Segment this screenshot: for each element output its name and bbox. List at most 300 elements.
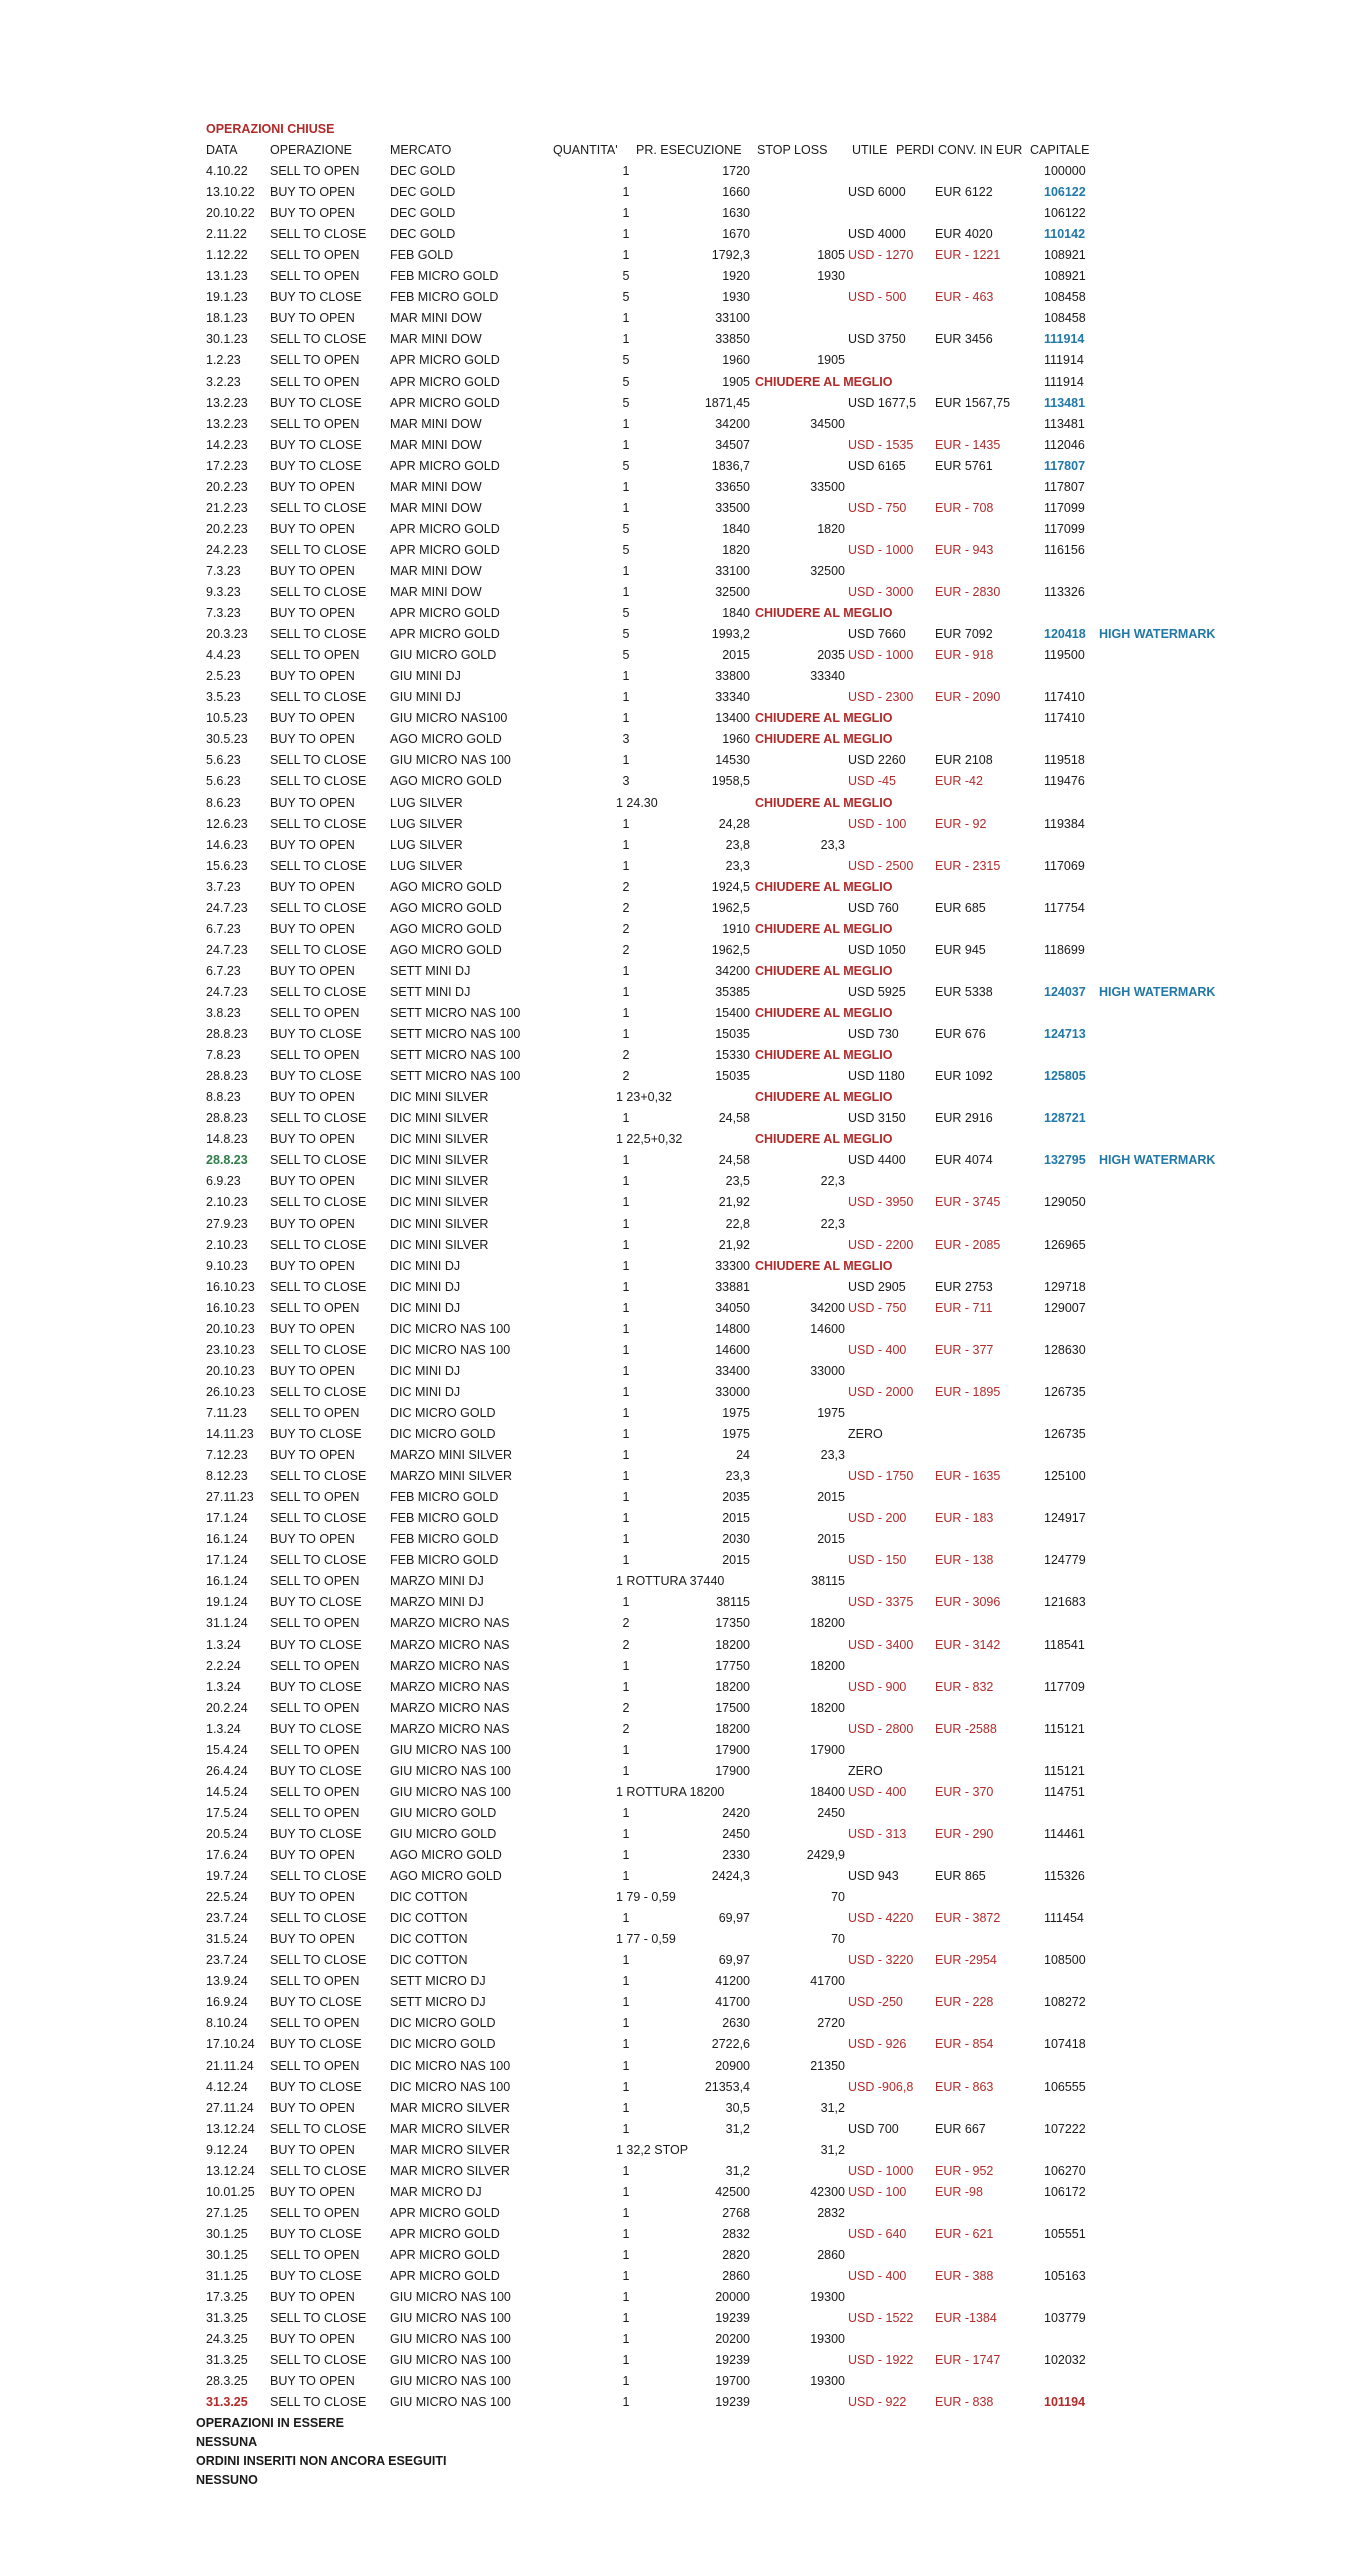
cell-capitale: 117754: [1044, 901, 1085, 915]
cell-mercato: DIC MINI DJ: [390, 1280, 461, 1294]
cell-operazione: BUY TO OPEN: [270, 206, 355, 220]
cell-quantita: 1: [622, 1595, 630, 1609]
cell-stop-loss: 23,3: [820, 1448, 845, 1462]
cell-capitale: 121683: [1044, 1595, 1086, 1609]
cell-capitale: 112046: [1044, 438, 1085, 452]
cell-conv-eur: EUR 2916: [935, 1111, 993, 1125]
cell-quantita: 1: [622, 1385, 630, 1399]
cell-stop-loss: 2450: [817, 1806, 845, 1820]
cell-date: 20.2.24: [206, 1701, 248, 1715]
cell-capitale: 125805: [1044, 1069, 1086, 1083]
cell-stop-note: CHIUDERE AL MEGLIO: [755, 1259, 893, 1273]
cell-operazione: SELL TO OPEN: [270, 269, 360, 283]
cell-date: 30.1.25: [206, 2227, 248, 2241]
cell-date: 28.8.23: [206, 1111, 248, 1125]
cell-perdi: USD - 500: [848, 290, 907, 304]
cell-quantita: 1 79 - 0,59: [616, 1890, 676, 1904]
cell-date: 31.3.25: [206, 2311, 248, 2325]
cell-date: 27.11.23: [206, 1490, 254, 1504]
cell-perdi: USD - 3220: [848, 1953, 914, 1967]
cell-operazione: BUY TO OPEN: [270, 1848, 355, 1862]
cell-quantita: 2: [622, 943, 630, 957]
cell-conv-eur: EUR - 3142: [935, 1638, 1001, 1652]
cell-operazione: SELL TO CLOSE: [270, 1153, 367, 1167]
cell-stop-loss: 34500: [810, 417, 845, 431]
cell-quantita: 1: [622, 164, 630, 178]
cell-capitale: 110142: [1044, 227, 1086, 241]
cell-quantita: 1: [622, 438, 630, 452]
cell-quantita: 1: [622, 1869, 630, 1883]
header-mercato: MERCATO: [390, 143, 452, 157]
cell-capitale: 107222: [1044, 2122, 1086, 2136]
cell-date: 20.2.23: [206, 522, 248, 536]
cell-pr-esecuzione: 2030: [722, 1532, 750, 1546]
cell-date: 3.8.23: [206, 1006, 241, 1020]
cell-date: 20.2.23: [206, 480, 248, 494]
cell-operazione: SELL TO OPEN: [270, 1048, 360, 1062]
cell-pr-esecuzione: 2015: [722, 1553, 750, 1567]
cell-capitale: 107418: [1044, 2037, 1086, 2051]
cell-date: 8.10.24: [206, 2016, 248, 2030]
cell-note: HIGH WATERMARK: [1099, 627, 1216, 641]
cell-perdi: USD - 750: [848, 501, 907, 515]
cell-mercato: DIC MINI SILVER: [390, 1217, 489, 1231]
cell-stop-loss: 18200: [810, 1659, 845, 1673]
cell-mercato: GIU MICRO NAS 100: [390, 2395, 511, 2409]
cell-operazione: SELL TO OPEN: [270, 648, 360, 662]
cell-date: 12.6.23: [206, 817, 248, 831]
cell-capitale: 124917: [1044, 1511, 1086, 1525]
cell-quantita: 1: [622, 1322, 630, 1336]
cell-date: 24.3.25: [206, 2332, 248, 2346]
cell-quantita: 1: [622, 1532, 630, 1546]
cell-capitale: 111914: [1044, 353, 1084, 367]
cell-operazione: SELL TO OPEN: [270, 2248, 360, 2262]
cell-pr-esecuzione: 19239: [715, 2353, 750, 2367]
cell-pr-esecuzione: 24,58: [718, 1111, 750, 1125]
cell-stop-loss: 2429,9: [806, 1848, 845, 1862]
cell-pr-esecuzione: 14800: [715, 1322, 750, 1336]
cell-capitale: 114461: [1044, 1827, 1085, 1841]
cell-conv-eur: EUR - 290: [935, 1827, 994, 1841]
cell-pr-esecuzione: 1840: [722, 522, 750, 536]
cell-conv-eur: EUR - 228: [935, 1995, 994, 2009]
cell-utile: USD 943: [848, 1869, 899, 1883]
cell-perdi: USD - 3375: [848, 1595, 914, 1609]
cell-mercato: MAR MICRO DJ: [390, 2185, 482, 2199]
cell-pr-esecuzione: 2330: [722, 1848, 750, 1862]
cell-mercato: LUG SILVER: [390, 817, 463, 831]
cell-quantita: 1: [622, 1659, 630, 1673]
cell-quantita: 1: [622, 1553, 630, 1567]
cell-conv-eur: EUR 685: [935, 901, 986, 915]
cell-mercato: FEB MICRO GOLD: [390, 1532, 499, 1546]
cell-operazione: SELL TO CLOSE: [270, 1195, 367, 1209]
cell-pr-esecuzione: 30,5: [725, 2101, 750, 2115]
cell-conv-eur: EUR 2753: [935, 1280, 993, 1294]
cell-stop-loss: 33340: [810, 669, 845, 683]
cell-quantita: 1: [622, 185, 630, 199]
cell-mercato: FEB MICRO GOLD: [390, 1511, 499, 1525]
cell-conv-eur: EUR - 952: [935, 2164, 994, 2178]
cell-mercato: GIU MICRO NAS100: [390, 711, 508, 725]
cell-date: 28.8.23: [206, 1153, 248, 1167]
cell-mercato: GIU MINI DJ: [390, 690, 461, 704]
cell-operazione: BUY TO CLOSE: [270, 290, 362, 304]
cell-quantita: 5: [622, 269, 630, 283]
cell-capitale: 119384: [1044, 817, 1085, 831]
cell-mercato: MAR MINI DOW: [390, 311, 482, 325]
cell-operazione: SELL TO CLOSE: [270, 1511, 367, 1525]
cell-pr-esecuzione: 1871,45: [704, 396, 750, 410]
cell-quantita: 1: [622, 1027, 630, 1041]
cell-quantita: 1: [622, 332, 630, 346]
cell-operazione: BUY TO OPEN: [270, 185, 355, 199]
cell-pr-esecuzione: 2820: [722, 2248, 750, 2262]
cell-conv-eur: EUR - 2090: [935, 690, 1001, 704]
cell-mercato: DIC MINI DJ: [390, 1364, 461, 1378]
cell-stop-loss: 34200: [810, 1301, 845, 1315]
cell-mercato: FEB MICRO GOLD: [390, 1553, 499, 1567]
cell-capitale: 117099: [1044, 522, 1085, 536]
cell-operazione: BUY TO OPEN: [270, 796, 355, 810]
cell-date: 26.10.23: [206, 1385, 255, 1399]
cell-capitale: 103779: [1044, 2311, 1086, 2325]
cell-mercato: DEC GOLD: [390, 227, 456, 241]
cell-operazione: SELL TO OPEN: [270, 353, 360, 367]
cell-operazione: BUY TO OPEN: [270, 2374, 355, 2388]
cell-quantita: 1: [622, 2037, 630, 2051]
cell-pr-esecuzione: 33881: [715, 1280, 750, 1294]
cell-stop-note: CHIUDERE AL MEGLIO: [755, 1132, 893, 1146]
cell-operazione: BUY TO OPEN: [270, 711, 355, 725]
cell-date: 7.8.23: [206, 1048, 241, 1062]
cell-pr-esecuzione: 23,3: [725, 859, 750, 873]
cell-capitale: 100000: [1044, 164, 1086, 178]
cell-date: 28.3.25: [206, 2374, 248, 2388]
cell-mercato: GIU MICRO GOLD: [390, 1806, 497, 1820]
cell-date: 31.1.25: [206, 2269, 248, 2283]
cell-operazione: SELL TO OPEN: [270, 1490, 360, 1504]
cell-quantita: 1: [622, 964, 630, 978]
cell-operazione: SELL TO OPEN: [270, 1743, 360, 1757]
cell-date: 13.10.22: [206, 185, 255, 199]
cell-capitale: 126965: [1044, 1238, 1086, 1252]
cell-utile: USD 4400: [848, 1153, 906, 1167]
cell-date: 4.4.23: [206, 648, 241, 662]
cell-capitale: 102032: [1044, 2353, 1086, 2367]
cell-capitale: 132795: [1044, 1153, 1086, 1167]
cell-capitale: 108272: [1044, 1995, 1086, 2009]
cell-capitale: 108458: [1044, 311, 1086, 325]
cell-capitale: 113326: [1044, 585, 1085, 599]
cell-operazione: SELL TO CLOSE: [270, 2311, 367, 2325]
cell-operazione: BUY TO OPEN: [270, 1890, 355, 1904]
cell-quantita: 1: [622, 417, 630, 431]
cell-mercato: DIC MINI DJ: [390, 1385, 461, 1399]
footer-line: OPERAZIONI IN ESSERE: [196, 2416, 344, 2430]
header-operazione: OPERAZIONE: [270, 143, 352, 157]
cell-stop-loss: 19300: [810, 2374, 845, 2388]
cell-mercato: GIU MICRO NAS 100: [390, 753, 511, 767]
cell-stop-note: CHIUDERE AL MEGLIO: [755, 880, 893, 894]
cell-operazione: SELL TO CLOSE: [270, 627, 367, 641]
cell-pr-esecuzione: 20900: [715, 2059, 750, 2073]
cell-mercato: APR MICRO GOLD: [390, 2248, 500, 2262]
cell-stop-loss: 23,3: [820, 838, 845, 852]
cell-pr-esecuzione: 34200: [715, 964, 750, 978]
cell-mercato: DEC GOLD: [390, 185, 456, 199]
cell-stop-loss: 41700: [810, 1974, 845, 1988]
cell-quantita: 1: [622, 2059, 630, 2073]
cell-perdi: USD - 3000: [848, 585, 914, 599]
cell-date: 7.3.23: [206, 606, 241, 620]
cell-conv-eur: EUR - 1747: [935, 2353, 1001, 2367]
cell-date: 14.2.23: [206, 438, 248, 452]
cell-conv-eur: EUR - 863: [935, 2080, 994, 2094]
cell-quantita: 2: [622, 1701, 630, 1715]
cell-mercato: GIU MICRO NAS 100: [390, 1743, 511, 1757]
cell-date: 23.10.23: [206, 1343, 255, 1357]
cell-date: 17.1.24: [206, 1553, 248, 1567]
cell-capitale: 117069: [1044, 859, 1085, 873]
cell-mercato: SETT MICRO NAS 100: [390, 1027, 521, 1041]
cell-date: 21.11.24: [206, 2059, 254, 2073]
cell-conv-eur: EUR - 943: [935, 543, 994, 557]
cell-utile: USD 4000: [848, 227, 906, 241]
cell-pr-esecuzione: 69,97: [718, 1953, 750, 1967]
cell-mercato: GIU MICRO NAS 100: [390, 1785, 511, 1799]
cell-conv-eur: EUR - 377: [935, 1343, 994, 1357]
cell-quantita: 2: [622, 1638, 630, 1652]
cell-mercato: MAR MINI DOW: [390, 480, 482, 494]
cell-pr-esecuzione: 23,5: [725, 1174, 750, 1188]
cell-conv-eur: EUR - 1895: [935, 1385, 1001, 1399]
cell-stop-loss: 38115: [811, 1574, 845, 1588]
cell-mercato: GIU MINI DJ: [390, 669, 461, 683]
cell-date: 22.5.24: [206, 1890, 248, 1904]
cell-quantita: 1: [622, 1427, 630, 1441]
cell-quantita: 1: [622, 2353, 630, 2367]
cell-date: 13.12.24: [206, 2122, 255, 2136]
cell-pr-esecuzione: 20200: [715, 2332, 750, 2346]
cell-date: 8.8.23: [206, 1090, 241, 1104]
cell-operazione: BUY TO OPEN: [270, 964, 355, 978]
cell-utile: ZERO: [848, 1764, 883, 1778]
cell-quantita: 5: [622, 290, 630, 304]
cell-mercato: SETT MINI DJ: [390, 985, 471, 999]
cell-pr-esecuzione: 14530: [715, 753, 750, 767]
cell-quantita: 1: [622, 2101, 630, 2115]
cell-utile: USD 3150: [848, 1111, 906, 1125]
cell-operazione: SELL TO CLOSE: [270, 543, 367, 557]
cell-operazione: BUY TO CLOSE: [270, 2037, 362, 2051]
cell-stop-loss: 1930: [817, 269, 845, 283]
cell-perdi: USD - 200: [848, 1511, 907, 1525]
cell-stop-loss: 2832: [817, 2206, 845, 2220]
cell-mercato: LUG SILVER: [390, 796, 463, 810]
cell-mercato: DIC MICRO NAS 100: [390, 1343, 511, 1357]
cell-stop-loss: 18400: [810, 1785, 845, 1799]
cell-date: 17.6.24: [206, 1848, 248, 1862]
cell-mercato: FEB MICRO GOLD: [390, 290, 499, 304]
header-quantita: QUANTITA': [553, 143, 618, 157]
cell-pr-esecuzione: 1960: [722, 732, 750, 746]
cell-operazione: BUY TO OPEN: [270, 522, 355, 536]
cell-utile: USD 730: [848, 1027, 899, 1041]
cell-mercato: GIU MICRO NAS 100: [390, 2353, 511, 2367]
cell-mercato: AGO MICRO GOLD: [390, 732, 502, 746]
cell-conv-eur: EUR - 2830: [935, 585, 1001, 599]
cell-mercato: SETT MINI DJ: [390, 964, 471, 978]
cell-stop-loss: 1975: [817, 1406, 845, 1420]
cell-pr-esecuzione: 34050: [715, 1301, 750, 1315]
cell-pr-esecuzione: 32500: [715, 585, 750, 599]
cell-stop-loss: 2015: [817, 1490, 845, 1504]
cell-perdi: USD - 2200: [848, 1238, 914, 1252]
cell-perdi: USD - 3950: [848, 1195, 914, 1209]
cell-quantita: 5: [622, 606, 630, 620]
cell-operazione: BUY TO OPEN: [270, 2101, 355, 2115]
cell-quantita: 1 22,5+0,32: [616, 1132, 683, 1146]
cell-date: 18.1.23: [206, 311, 248, 325]
cell-stop-note: CHIUDERE AL MEGLIO: [755, 732, 893, 746]
cell-mercato: AGO MICRO GOLD: [390, 922, 502, 936]
footer-line: ORDINI INSERITI NON ANCORA ESEGUITI: [196, 2454, 447, 2468]
cell-operazione: SELL TO CLOSE: [270, 901, 367, 915]
header-conv-in-eur: CONV. IN EUR: [938, 143, 1023, 157]
cell-mercato: GIU MICRO NAS 100: [390, 2311, 511, 2325]
cell-quantita: 1: [622, 1280, 630, 1294]
cell-date: 20.3.23: [206, 627, 248, 641]
cell-stop-loss: 21350: [810, 2059, 845, 2073]
cell-mercato: DIC MICRO NAS 100: [390, 2059, 511, 2073]
cell-conv-eur: EUR - 1435: [935, 438, 1001, 452]
cell-stop-loss: 14600: [810, 1322, 845, 1336]
cell-date: 31.5.24: [206, 1932, 248, 1946]
cell-date: 2.11.22: [206, 227, 247, 241]
cell-pr-esecuzione: 17350: [715, 1616, 750, 1630]
cell-mercato: DIC MINI SILVER: [390, 1174, 489, 1188]
cell-pr-esecuzione: 2630: [722, 2016, 750, 2030]
cell-quantita: 1 24.30: [616, 796, 658, 810]
cell-date: 30.1.25: [206, 2248, 248, 2262]
cell-operazione: SELL TO CLOSE: [270, 2122, 367, 2136]
cell-quantita: 1 32,2 STOP: [616, 2143, 689, 2157]
cell-operazione: SELL TO CLOSE: [270, 332, 367, 346]
cell-mercato: DIC MINI SILVER: [390, 1238, 489, 1252]
cell-pr-esecuzione: 33800: [715, 669, 750, 683]
cell-date: 6.7.23: [206, 964, 241, 978]
cell-mercato: LUG SILVER: [390, 859, 463, 873]
cell-quantita: 2: [622, 901, 630, 915]
cell-date: 9.12.24: [206, 2143, 248, 2157]
cell-stop-note: CHIUDERE AL MEGLIO: [755, 1090, 893, 1104]
cell-stop-loss: 70: [831, 1932, 845, 1946]
cell-quantita: 1: [622, 669, 630, 683]
cell-quantita: 1: [622, 501, 630, 515]
cell-quantita: 5: [622, 522, 630, 536]
cell-quantita: 2: [622, 1048, 630, 1062]
cell-mercato: MARZO MICRO NAS: [390, 1680, 510, 1694]
cell-pr-esecuzione: 33850: [715, 332, 750, 346]
cell-pr-esecuzione: 69,97: [718, 1911, 750, 1925]
cell-operazione: SELL TO CLOSE: [270, 2164, 367, 2178]
cell-mercato: DIC MICRO GOLD: [390, 1406, 496, 1420]
cell-mercato: DIC MINI SILVER: [390, 1111, 489, 1125]
cell-date: 24.2.23: [206, 543, 248, 557]
cell-perdi: USD - 100: [848, 817, 907, 831]
cell-operazione: SELL TO CLOSE: [270, 585, 367, 599]
cell-quantita: 1: [622, 2016, 630, 2030]
cell-conv-eur: EUR - 711: [935, 1301, 993, 1315]
cell-date: 13.1.23: [206, 269, 248, 283]
cell-operazione: BUY TO CLOSE: [270, 1995, 362, 2009]
cell-mercato: DIC MINI SILVER: [390, 1090, 489, 1104]
cell-capitale: 117410: [1044, 711, 1085, 725]
cell-note: HIGH WATERMARK: [1099, 1153, 1216, 1167]
cell-date: 5.6.23: [206, 753, 241, 767]
cell-stop-loss: 17900: [810, 1743, 845, 1757]
cell-capitale: 118699: [1044, 943, 1085, 957]
cell-date: 17.5.24: [206, 1806, 248, 1820]
cell-date: 16.10.23: [206, 1280, 255, 1294]
cell-utile: USD 1050: [848, 943, 906, 957]
cell-conv-eur: EUR -2954: [935, 1953, 997, 1967]
cell-capitale: 129007: [1044, 1301, 1086, 1315]
cell-date: 1.3.24: [206, 1680, 241, 1694]
cell-date: 20.10.23: [206, 1364, 255, 1378]
cell-pr-esecuzione: 1720: [722, 164, 750, 178]
cell-conv-eur: EUR - 838: [935, 2395, 994, 2409]
cell-quantita: 1: [622, 838, 630, 852]
cell-quantita: 1: [622, 1680, 630, 1694]
cell-mercato: MARZO MINI SILVER: [390, 1448, 513, 1462]
cell-quantita: 2: [622, 922, 630, 936]
cell-pr-esecuzione: 31,2: [725, 2164, 750, 2178]
cell-utile: USD 7660: [848, 627, 906, 641]
cell-stop-loss: 42300: [810, 2185, 845, 2199]
cell-capitale: 113481: [1044, 396, 1086, 410]
cell-mercato: DIC MINI SILVER: [390, 1132, 489, 1146]
cell-pr-esecuzione: 1660: [722, 185, 750, 199]
cell-quantita: 1: [622, 1006, 630, 1020]
cell-pr-esecuzione: 20000: [715, 2290, 750, 2304]
cell-pr-esecuzione: 21,92: [718, 1238, 750, 1252]
cell-quantita: 1: [622, 2185, 630, 2199]
cell-pr-esecuzione: 24,28: [718, 817, 750, 831]
cell-conv-eur: EUR 1567,75: [935, 396, 1011, 410]
cell-quantita: 1: [622, 1995, 630, 2009]
cell-pr-esecuzione: 1630: [722, 206, 750, 220]
cell-capitale: 106122: [1044, 206, 1086, 220]
cell-date: 14.8.23: [206, 1132, 248, 1146]
cell-perdi: USD - 150: [848, 1553, 907, 1567]
cell-date: 5.6.23: [206, 774, 241, 788]
cell-mercato: MARZO MICRO NAS: [390, 1722, 510, 1736]
cell-mercato: MAR MINI DOW: [390, 501, 482, 515]
cell-quantita: 1: [622, 1490, 630, 1504]
cell-perdi: USD - 640: [848, 2227, 907, 2241]
cell-conv-eur: EUR - 3872: [935, 1911, 1001, 1925]
cell-pr-esecuzione: 31,2: [725, 2122, 750, 2136]
cell-stop-loss: 2035: [817, 648, 845, 662]
cell-stop-loss: 33000: [810, 1364, 845, 1378]
cell-conv-eur: EUR - 1635: [935, 1469, 1001, 1483]
cell-date: 13.2.23: [206, 396, 248, 410]
cell-quantita: 1: [622, 311, 630, 325]
cell-operazione: BUY TO OPEN: [270, 1322, 355, 1336]
